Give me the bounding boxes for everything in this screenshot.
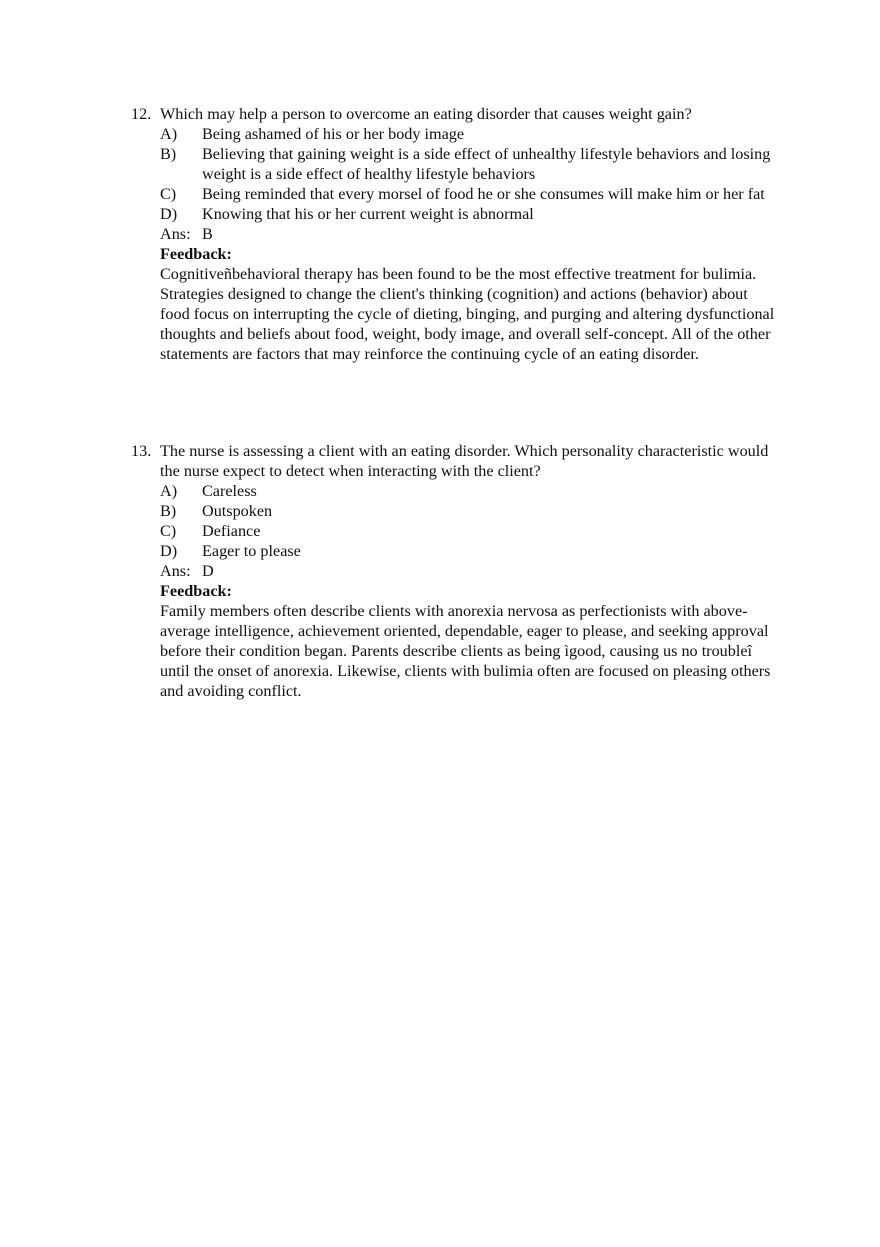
choice-a xyxy=(160,481,781,501)
choice-a xyxy=(160,124,781,144)
answer-value: B xyxy=(202,225,213,243)
choice-c xyxy=(160,521,781,541)
choice-letter: B) xyxy=(160,145,177,163)
choice-text: Defiance xyxy=(202,522,261,540)
choice-text: Careless xyxy=(202,482,257,500)
choice-letter: A) xyxy=(160,482,178,500)
feedback-label: Feedback: xyxy=(160,245,232,263)
answer-label: Ans: xyxy=(160,562,191,580)
choice-text: Being ashamed of his or her body image xyxy=(202,125,465,143)
question-stem-row xyxy=(131,441,781,481)
question-number: 13. xyxy=(131,442,152,460)
choice-c xyxy=(160,184,781,204)
choice-letter: C) xyxy=(160,522,177,540)
choice-text: Being reminded that every morsel of food he or she consumes will make him or her fat xyxy=(202,185,765,203)
question-body xyxy=(160,481,781,701)
choice-letter: C) xyxy=(160,185,177,203)
question-stem-row xyxy=(131,104,781,124)
answer-value: D xyxy=(202,562,214,580)
choice-letter: D) xyxy=(160,542,178,560)
choice-text: Eager to please xyxy=(202,542,301,560)
question-12 xyxy=(131,104,781,364)
choice-letter: D) xyxy=(160,205,178,223)
question-13 xyxy=(131,441,781,701)
choice-letter: B) xyxy=(160,502,177,520)
question-number: 12. xyxy=(131,105,152,123)
question-body xyxy=(160,124,781,364)
answer-line xyxy=(160,224,781,244)
answer-label: Ans: xyxy=(160,225,191,243)
choice-d xyxy=(160,541,781,561)
answer-line xyxy=(160,561,781,581)
question-stem: The nurse is assessing a client with an eating disorder. Which personality characteristic would the nurse expect to detect when interacting with the client? xyxy=(160,442,769,480)
question-stem: Which may help a person to overcome an eating disorder that causes weight gain? xyxy=(160,105,692,123)
choice-b xyxy=(160,501,781,521)
feedback-text: Cognitiveñbehavioral therapy has been found to be the most effective treatment for bulimia. Strategies designed to change the client's thinking (cognition) and actions (behavior) about food focus on interrupting the cycle of dieting, binging, and purging and altering dysfunctional thoughts and beliefs about food, weight, body image, and overall self-concept. All of the other statements are factors that may reinforce the continuing cycle of an eating disorder. xyxy=(160,265,775,363)
choice-d xyxy=(160,204,781,224)
feedback-text: Family members often describe clients with anorexia nervosa as perfectionists with above-average intelligence, achievement oriented, dependable, eager to please, and seeking approval before their condition began. Parents describe clients as being ìgood, causing us no troubleî until the onset of anorexia. Likewise, clients with bulimia often are focused on pleasing others and avoiding conflict. xyxy=(160,602,771,700)
feedback-label: Feedback: xyxy=(160,582,232,600)
choice-text: Outspoken xyxy=(202,502,273,520)
choice-text: Knowing that his or her current weight is abnormal xyxy=(202,205,534,223)
choice-letter: A) xyxy=(160,125,178,143)
choice-b xyxy=(160,144,781,184)
choice-text: Believing that gaining weight is a side effect of unhealthy lifestyle behaviors and losing weight is a side effect of healthy lifestyle behaviors xyxy=(202,145,771,183)
